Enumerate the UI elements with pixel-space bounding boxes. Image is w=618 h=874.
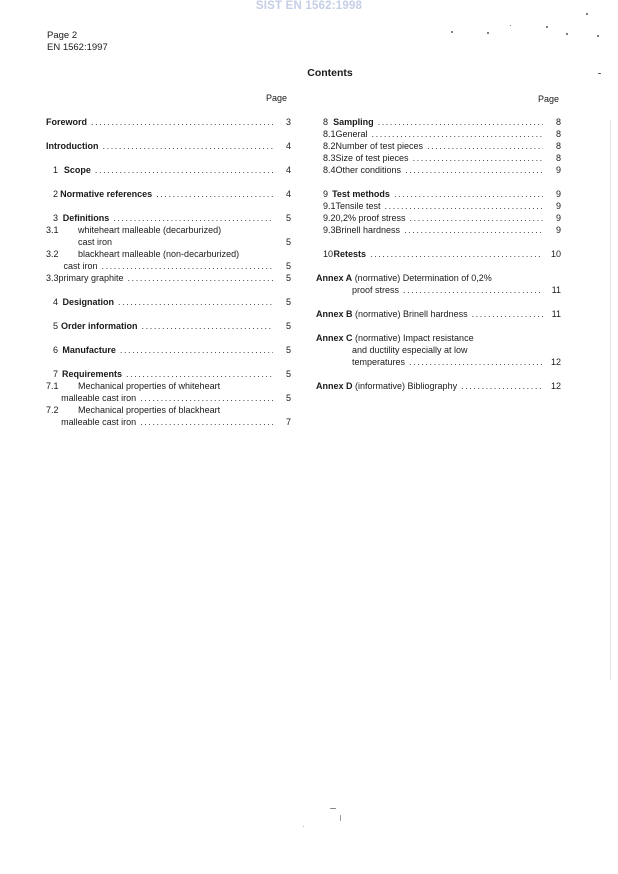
page-column-label-left: Page <box>266 93 288 103</box>
toc-entry-annex-a-cont: proof stress ..... 11 <box>316 284 561 296</box>
contents-title: Contents <box>307 67 353 79</box>
toc-entry-8-2[interactable]: 8.2 Number of test pieces ..... 8 <box>316 140 561 152</box>
toc-entry-annex-c[interactable]: Annex C (normative) Impact resistance <box>316 333 474 343</box>
page-edge <box>610 120 611 680</box>
toc-entry-manufacture[interactable]: 6 Manufacture ..... 5 <box>46 344 291 356</box>
watermark: SIST EN 1562:1998 <box>255 0 363 12</box>
scan-speck <box>566 33 568 35</box>
toc-entry-3-2[interactable]: 3.2 blackheart malleable (non-decarburized) <box>46 249 240 259</box>
toc-entry-annex-c-cont1: and ductility especially at low <box>352 345 468 355</box>
toc-entry-test-methods[interactable]: 9 Test methods ..... 9 <box>316 188 561 200</box>
toc-entry-9-2[interactable]: 9.2 0,2% proof stress ..... 9 <box>316 212 561 224</box>
toc-entry-foreword[interactable]: Foreword ..... 3 <box>46 116 291 128</box>
toc-entry-designation[interactable]: 4 Designation ..... 5 <box>46 296 291 308</box>
scan-speck <box>451 31 453 33</box>
toc-entry-9-1[interactable]: 9.1 Tensile test ..... 9 <box>316 200 561 212</box>
toc-entry-annex-c-cont2: temperatures ..... 12 <box>316 356 561 368</box>
toc-entry-introduction[interactable]: Introduction ..... 4 <box>46 140 291 152</box>
toc-left-column <box>46 116 291 428</box>
toc-entry-normative-references[interactable]: 2 Normative references ..... 4 <box>46 188 291 200</box>
page-column-label-right: Page <box>538 94 560 104</box>
scan-speck <box>487 32 489 34</box>
toc-entry-scope[interactable]: 1 Scope ..... 4 <box>46 164 291 176</box>
toc-entry-requirements[interactable]: 7 Requirements ..... 5 <box>46 368 291 380</box>
toc-entry-8-1[interactable]: 8.1 General ..... 8 <box>316 128 561 140</box>
toc-entry-annex-a[interactable]: Annex A (normative) Determination of 0,2% <box>316 273 492 283</box>
toc-entry-order-information[interactable]: 5 Order information ..... 5 <box>46 320 291 332</box>
toc-entry-8-3[interactable]: 8.3 Size of test pieces ..... 8 <box>316 152 561 164</box>
scan-speck <box>510 25 511 26</box>
page-number: Page 2 <box>47 30 78 41</box>
toc-entry-8-4[interactable]: 8.4 Other conditions ..... 9 <box>316 164 561 176</box>
toc-entry-7-2[interactable]: 7.2 Mechanical properties of blackheart <box>46 405 221 415</box>
toc-entry-3-1[interactable]: 3.1 whiteheart malleable (decarburized) <box>46 225 222 235</box>
toc-entry-3-2-cont: cast iron ..... 5 <box>46 260 291 272</box>
scan-speck <box>330 808 336 809</box>
toc-entry-7-1[interactable]: 7.1 Mechanical properties of whiteheart <box>46 381 221 391</box>
scan-speck <box>586 13 588 15</box>
toc-entry-9-3[interactable]: 9.3 Brinell hardness ..... 9 <box>316 224 561 236</box>
toc-right-column <box>316 116 561 392</box>
toc-entry-sampling[interactable]: 8 Sampling ..... 8 <box>316 116 561 128</box>
scan-speck <box>303 826 304 827</box>
toc-entry-7-1-cont: malleable cast iron ..... 5 <box>46 392 291 404</box>
scan-speck <box>546 26 548 28</box>
toc-entry-annex-d[interactable]: Annex D (informative) Bibliography ..... 12 <box>316 380 561 392</box>
standard-code: EN 1562:1997 <box>47 41 108 53</box>
toc-entry-annex-b[interactable]: Annex B (normative) Brinell hardness ..... 11 <box>316 308 561 320</box>
page-header <box>47 30 108 53</box>
toc-entry-3-3[interactable]: 3.3 primary graphite ..... 5 <box>46 272 291 284</box>
scan-speck <box>597 35 599 37</box>
toc-entry-3-1-cont: cast iron 5 <box>78 237 291 247</box>
toc-entry-7-2-cont: malleable cast iron ..... 7 <box>46 416 291 428</box>
toc-entry-definitions[interactable]: 3 Definitions ..... 5 <box>46 212 291 224</box>
scan-speck <box>340 815 341 821</box>
toc-entry-retests[interactable]: 10 Retests ..... 10 <box>316 248 561 260</box>
